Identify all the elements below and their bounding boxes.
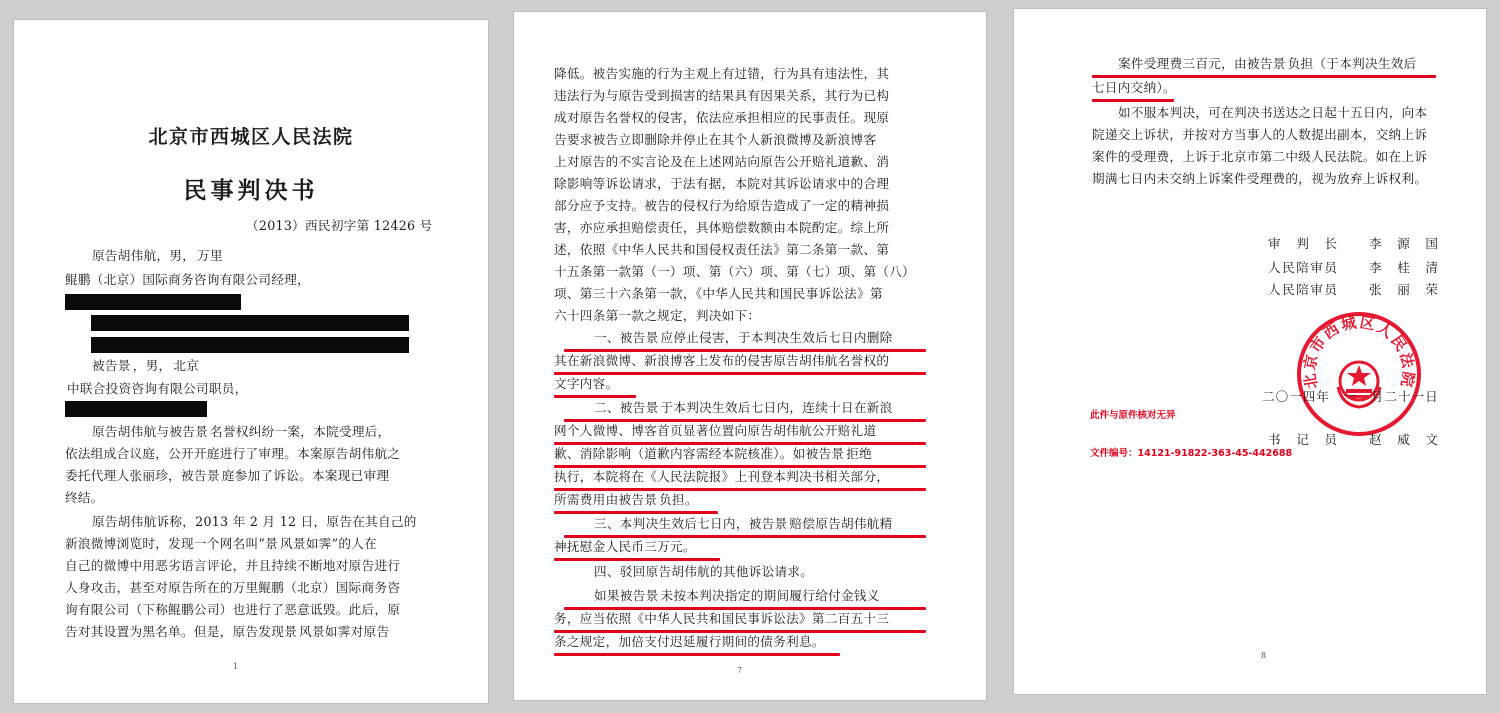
text-line	[65, 536, 377, 554]
file-number: 文件编号：14121-91822-363-45-442688	[1090, 448, 1293, 459]
text-segment: 歉、消除影响（道歉内容需经本院核准）。如被告景	[554, 446, 845, 461]
highlight-underline	[564, 535, 926, 538]
text-line	[92, 358, 199, 376]
text-segment: 如果被告景	[594, 588, 659, 603]
page-number: 8	[1261, 651, 1267, 660]
text-line	[65, 468, 389, 486]
judgment-page-1	[14, 20, 488, 703]
text-line	[554, 376, 618, 392]
text-segment: 终结。	[65, 490, 104, 505]
text-segment: 新浪微博浏览时，发现一个网名叫“景	[65, 536, 279, 551]
text-line	[594, 588, 880, 606]
text-segment: 北京	[173, 358, 200, 373]
text-segment: 委托代理人张丽珍，被告景	[65, 468, 220, 483]
text-line	[554, 539, 696, 555]
text-segment: 原告胡伟航，男，	[92, 248, 196, 263]
highlight-underline	[554, 511, 718, 514]
clerk-role: 书 记 员	[1268, 432, 1339, 447]
text-line	[554, 154, 889, 170]
text-line	[554, 469, 889, 485]
text-segment: 部分应予支持。被告的侵权行为给原告造成了一定的精神损	[554, 198, 890, 213]
text-segment: 除影响等诉讼请求，于法有据，本院对其诉讼请求中的合理	[554, 176, 890, 191]
text-segment: 未按本判决指定的期间履行给付金钱义	[660, 588, 880, 603]
highlight-underline	[554, 372, 926, 375]
text-segment: 网个人微博、博客首页显著位置向原告胡伟航公开赔礼道	[554, 423, 877, 438]
text-segment: 告要求被告立即删除并停止在其个人新浪微博及新浪博客	[554, 132, 877, 147]
text-line	[554, 264, 915, 280]
text-segment: 所需费用由被告景	[554, 492, 658, 507]
text-line	[554, 242, 889, 258]
text-line	[65, 624, 389, 642]
highlight-underline	[554, 442, 926, 445]
text-segment: 被告景	[92, 358, 131, 373]
text-segment: 条之规定，加倍支付迟延履行期间的债务利息。	[554, 634, 825, 649]
clerk-name: 赵 威 文	[1369, 432, 1440, 447]
text-segment: 原告胡伟航与被告景	[92, 424, 209, 439]
seal-text: 北京市西城区人民法院	[1300, 313, 1418, 391]
text-segment: 人身攻击，甚至对原告所在的万里鲲鹏（北京）国际商务咨	[65, 580, 401, 595]
text-line	[92, 248, 223, 266]
text-segment: 告对其设置为黑名单。但是，原告发现景	[65, 624, 298, 639]
text-line	[65, 558, 400, 574]
court-name: 北京市西城区人民法院	[148, 126, 354, 148]
highlight-underline	[554, 558, 720, 561]
page-number: 7	[737, 666, 743, 675]
text-segment: 鲲鹏（北京）国际商务咨询有限公司经理，	[65, 272, 310, 287]
text-segment: 中联合投资咨询有限公司职员，	[67, 381, 248, 396]
text-line	[1092, 80, 1176, 96]
highlight-underline	[554, 488, 926, 491]
text-segment: 应停止侵害，于本判决生效后七日内删除	[660, 330, 893, 345]
text-segment: 风景如霁”的人在	[280, 536, 378, 551]
verified-note: 此件与原件核对无异	[1090, 410, 1176, 421]
text-line	[65, 381, 250, 399]
text-segment: 务，应当依照《中华人民共和国民事诉讼法》第二百五十三	[554, 611, 890, 626]
text-segment: 六十四条第一款之规定，判决如下：	[554, 308, 761, 323]
court-seal-icon	[1294, 309, 1424, 439]
highlight-underline	[564, 607, 926, 610]
text-segment: 于本判决生效后七日内，连续十日在新浪	[660, 400, 893, 415]
page-number: 1	[233, 662, 239, 671]
text-line	[554, 198, 889, 214]
text-segment: 害，亦应承担赔偿责任，具体赔偿数额由本院酌定。综上所	[554, 220, 890, 235]
signatory-name: 张 丽 荣	[1369, 282, 1440, 297]
text-line	[1092, 171, 1427, 187]
text-line	[554, 132, 876, 148]
highlight-underline	[554, 395, 636, 398]
text-segment: 违法行为与原告受到损害的结果具有因果关系，其行为已构	[554, 88, 890, 103]
signatory-role: 人民陪审员	[1268, 260, 1339, 275]
text-line	[65, 602, 400, 618]
highlight-underline	[564, 349, 926, 352]
text-segment: 其在新浪微博、新浪博客上发布的侵害原告胡伟航名誉权的	[554, 353, 890, 368]
text-line	[594, 400, 893, 418]
text-line	[65, 446, 400, 462]
text-line	[594, 330, 893, 348]
text-segment: 项、第三十六条第一款，《中华人民共和国民事诉讼法》第	[554, 286, 883, 301]
text-line	[1118, 56, 1417, 74]
text-segment: 院递交上诉状，并按对方当事人的人数提出副本，交纳上诉	[1092, 127, 1428, 142]
text-segment: 负担。	[659, 492, 698, 507]
text-segment: 十五条第一款第（一）项、第（六）项、第（七）项、第（八）	[554, 264, 916, 279]
highlight-underline	[554, 630, 926, 633]
text-segment: 三、本判决生效后七日内，被告景	[594, 516, 788, 531]
text-segment: 案件的受理费，上诉于北京市第二中级人民法院。如在上诉	[1092, 149, 1428, 164]
text-line	[594, 564, 813, 580]
text-line	[554, 286, 883, 302]
text-segment: 依法组成合议庭，公开开庭进行了审理。本案原告胡伟航之	[65, 446, 401, 461]
text-segment: 自己的微博中用恶劣语言评论，并且持续不断地对原告进行	[65, 558, 401, 573]
text-segment: 二、被告景	[594, 400, 659, 415]
text-line	[92, 424, 391, 442]
text-line	[554, 611, 889, 627]
document-title: 民事判决书	[183, 177, 319, 204]
signatory-role: 审 判 长	[1268, 236, 1339, 251]
text-segment: 一、被告景	[594, 330, 659, 345]
text-line	[554, 176, 889, 192]
signatory-name: 李 源 国	[1369, 236, 1440, 251]
text-segment: 负担（于本判决生效后	[1287, 56, 1417, 71]
text-segment: 名誉权纠纷一案，本院受理后，	[210, 424, 391, 439]
text-line	[1118, 105, 1427, 121]
text-segment: 神抚慰金人民币三万元。	[554, 539, 696, 554]
text-line	[92, 514, 417, 530]
signatory-role: 人民陪审员	[1268, 282, 1339, 297]
text-line	[554, 423, 876, 439]
highlight-underline	[1092, 75, 1436, 78]
text-line	[1092, 149, 1427, 165]
text-segment: 如不服本判决，可在判决书送达之日起十五日内，向本	[1118, 105, 1428, 120]
text-segment: 成对原告名誉权的侵害，依法应承担相应的民事责任。现原	[554, 110, 890, 125]
text-segment: 期满七日内未交纳上诉案件受理费的，视为放弃上诉权利。	[1092, 171, 1428, 186]
highlight-underline	[1092, 99, 1174, 102]
text-segment: 赔偿原告胡伟航精	[789, 516, 893, 531]
text-segment: 原告胡伟航诉称，2013 年 2 月 12 日，原告在其自己的	[92, 514, 417, 529]
text-line	[554, 88, 889, 104]
judgment-date: 二〇一四年 一 月二十一日	[1262, 389, 1439, 404]
text-line	[65, 272, 312, 290]
text-line	[65, 580, 400, 596]
redaction-block	[91, 337, 409, 353]
highlight-underline	[554, 653, 840, 656]
redaction-block	[91, 315, 409, 331]
text-line	[554, 634, 825, 650]
text-segment: 上对原告的不实言论及在上述网站向原告公开赔礼道歉、消	[554, 154, 890, 169]
case-number: （2013）西民初字第 12426 号	[246, 218, 433, 233]
text-line	[554, 446, 872, 464]
text-segment: 万里	[197, 248, 223, 263]
text-segment: 拒绝	[846, 446, 873, 461]
text-segment: 风景如霁对原告	[299, 624, 390, 639]
judgment-page-8	[1014, 9, 1486, 694]
redaction-block	[65, 294, 241, 310]
text-line	[554, 66, 889, 82]
text-line	[554, 308, 760, 324]
text-segment: 案件受理费三百元，由被告景	[1118, 56, 1286, 71]
text-segment: 四、驳回原告胡伟航的其他诉讼请求。	[594, 564, 814, 579]
text-line	[554, 492, 698, 510]
signatory-name: 李 桂 清	[1369, 260, 1440, 275]
highlight-underline	[554, 465, 926, 468]
text-line	[594, 516, 893, 534]
text-segment: 文字内容。	[554, 376, 619, 391]
text-segment: 七日内交纳）。	[1092, 80, 1176, 95]
text-segment: 执行，本院将在《人民法院报》上刊登本判决书相关部分，	[554, 469, 890, 484]
text-line	[554, 353, 889, 369]
text-segment: 庭参加了诉讼。本案现已审理	[221, 468, 390, 483]
text-line	[65, 490, 104, 506]
redaction-block	[65, 401, 207, 417]
text-segment: 降低。被告实施的行为主观上有过错，行为具有违法性，其	[554, 66, 890, 81]
text-line	[1092, 127, 1427, 143]
text-line	[554, 110, 889, 126]
text-segment: 述，依照《中华人民共和国侵权责任法》第二条第一款、第	[554, 242, 890, 257]
judgment-page-7	[514, 12, 986, 700]
text-segment: 询有限公司（下称鲲鹏公司）也进行了恶意诋毁。此后，原	[65, 602, 401, 617]
text-segment: ，男，	[132, 358, 172, 373]
text-line	[554, 220, 889, 236]
highlight-underline	[564, 419, 926, 422]
